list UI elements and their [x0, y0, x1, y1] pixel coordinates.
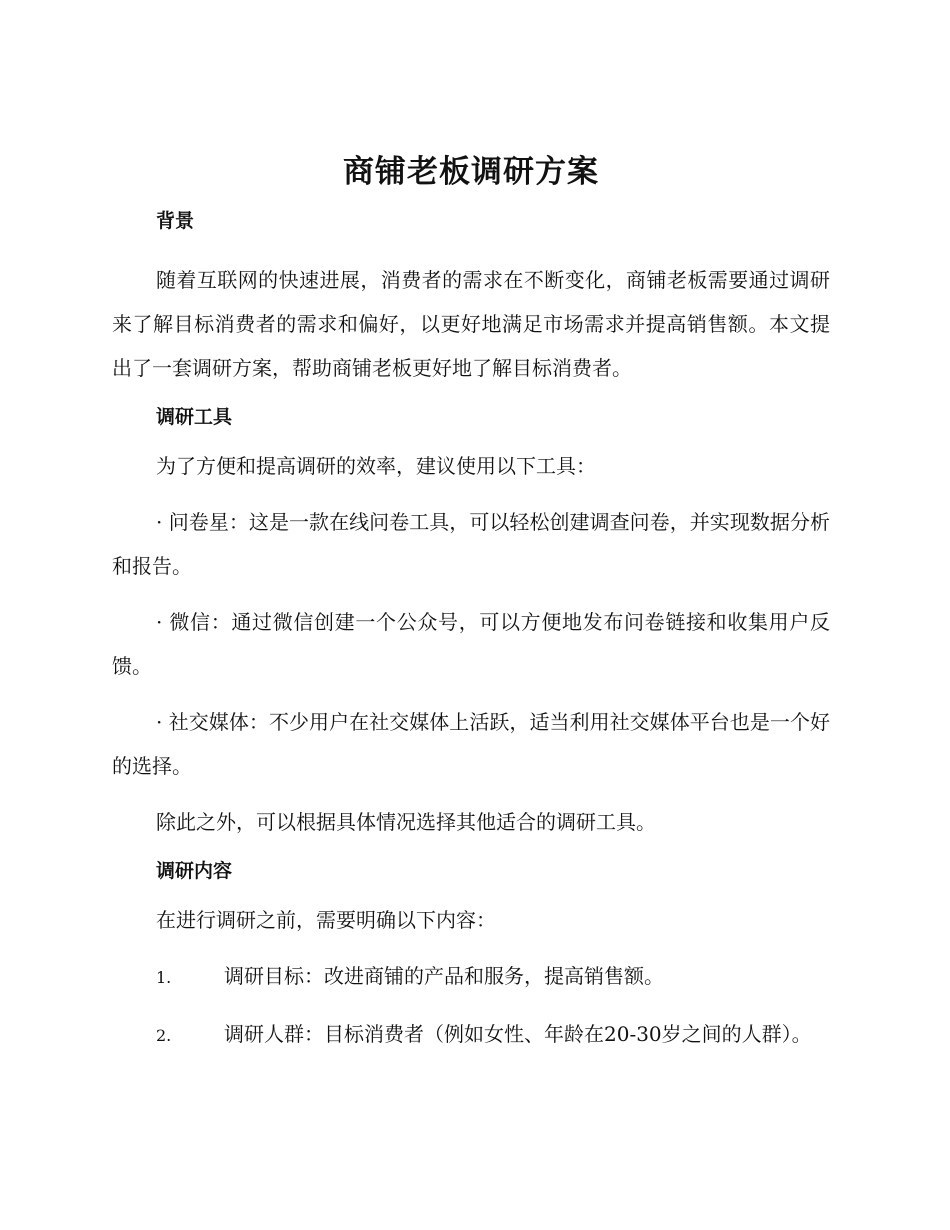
tool-item-social-media: · 社交媒体：不少用户在社交媒体上活跃，适当利用社交媒体平台也是一个好的选择。: [112, 710, 830, 778]
tool-item-wechat: · 微信：通过微信创建一个公众号，可以方便地发布问卷链接和收集用户反馈。: [112, 610, 830, 678]
list-item-text: 调研目标：改进商铺的产品和服务，提高销售额。: [224, 964, 664, 988]
list-item-text: 调研人群：目标消费者（例如女性、年龄在20-30岁之间的人群）。: [224, 1022, 812, 1046]
tools-outro: 除此之外，可以根据具体情况选择其他适合的调研工具。: [156, 810, 656, 834]
numbered-item-1: [112, 954, 830, 1000]
list-number: 2.: [156, 1026, 172, 1045]
background-paragraph: 随着互联网的快速进展，消费者的需求在不断变化，商铺老板需要通过调研来了解目标消费者的需求和偏好，以更好地满足市场需求并提高销售额。本文提出了一套调研方案，帮助商铺老板更好地了解目标消费者。: [112, 268, 830, 380]
document-page: [112, 150, 830, 1058]
tools-intro: 为了方便和提高调研的效率，建议使用以下工具：: [156, 454, 596, 478]
section-heading-content: 调研内容: [156, 860, 233, 882]
section-heading-background: 背景: [156, 210, 195, 232]
tool-item-wenjuanxing: · 问卷星：这是一款在线问卷工具，可以轻松创建调查问卷，并实现数据分析和报告。: [112, 510, 830, 578]
document-title: 商铺老板调研方案: [343, 154, 599, 190]
list-number: 1.: [156, 968, 172, 987]
numbered-item-2: [112, 1012, 830, 1058]
content-intro: 在进行调研之前，需要明确以下内容：: [156, 908, 496, 932]
section-heading-tools: 调研工具: [156, 406, 233, 428]
